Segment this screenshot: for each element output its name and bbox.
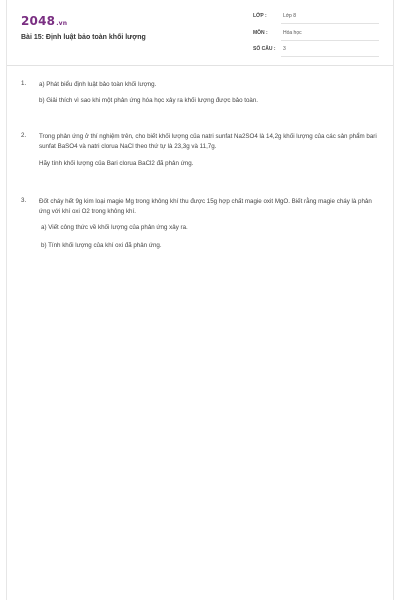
question-body: [39, 132, 381, 169]
question-part: b) Tính khối lượng của khí oxi đã phản ứng.: [41, 242, 162, 249]
question-part: a) Viết công thức về khối lượng của phản ứng xảy ra.: [41, 224, 188, 231]
worksheet-header: [7, 0, 393, 66]
question-part: Hãy tính khối lượng của Bari clorua BaCl2 đã phản ứng.: [39, 160, 194, 167]
question-number: 2.: [21, 132, 27, 139]
question-part: Đốt cháy hết 9g kim loại magie Mg trong không khí thu được 15g hợp chất magie oxit MgO. Biết rằng magie cháy là phản ứng với khí oxi O2 trong không khí.: [39, 198, 372, 215]
meta-count-value: 3: [283, 46, 286, 52]
worksheet-page: [6, 0, 394, 600]
question-body: [39, 80, 381, 106]
meta-count-underline: [281, 56, 379, 57]
meta-class-value: Lớp 8: [283, 13, 297, 19]
meta-subject-value: Hóa học: [283, 30, 302, 36]
question-number: 3.: [21, 197, 27, 204]
lesson-title: Bài 15: Định luật bảo toàn khối lượng: [21, 34, 146, 41]
meta-subject-label: MÔN :: [253, 30, 268, 36]
meta-class-label: LỚP :: [253, 13, 267, 19]
meta-subject-underline: [281, 40, 379, 41]
question-number: 1.: [21, 80, 27, 87]
meta-count-label: SỐ CÂU :: [253, 46, 276, 52]
question-part: b) Giải thích vì sao khi một phản ứng hóa học xảy ra khối lượng được bảo toàn.: [39, 97, 259, 104]
site-logo[interactable]: 2048.vn: [21, 14, 68, 28]
meta-class-underline: [281, 23, 379, 24]
question-part: Trong phản ứng ở thí nghiệm trên, cho biết khối lượng của natri sunfat Na2SO4 là 14,2g khối lượng của các sản phẩm bari sunfat BaSO4 và natri clorua NaCl theo thứ tự là 23,3g và 11,7g.: [39, 133, 377, 150]
meta-class-row: [253, 10, 379, 24]
meta-subject-row: [253, 27, 379, 41]
question-part: a) Phát biểu định luật bảo toàn khối lượng.: [39, 81, 157, 88]
question-body: [39, 197, 381, 251]
meta-count-row: [253, 43, 379, 57]
